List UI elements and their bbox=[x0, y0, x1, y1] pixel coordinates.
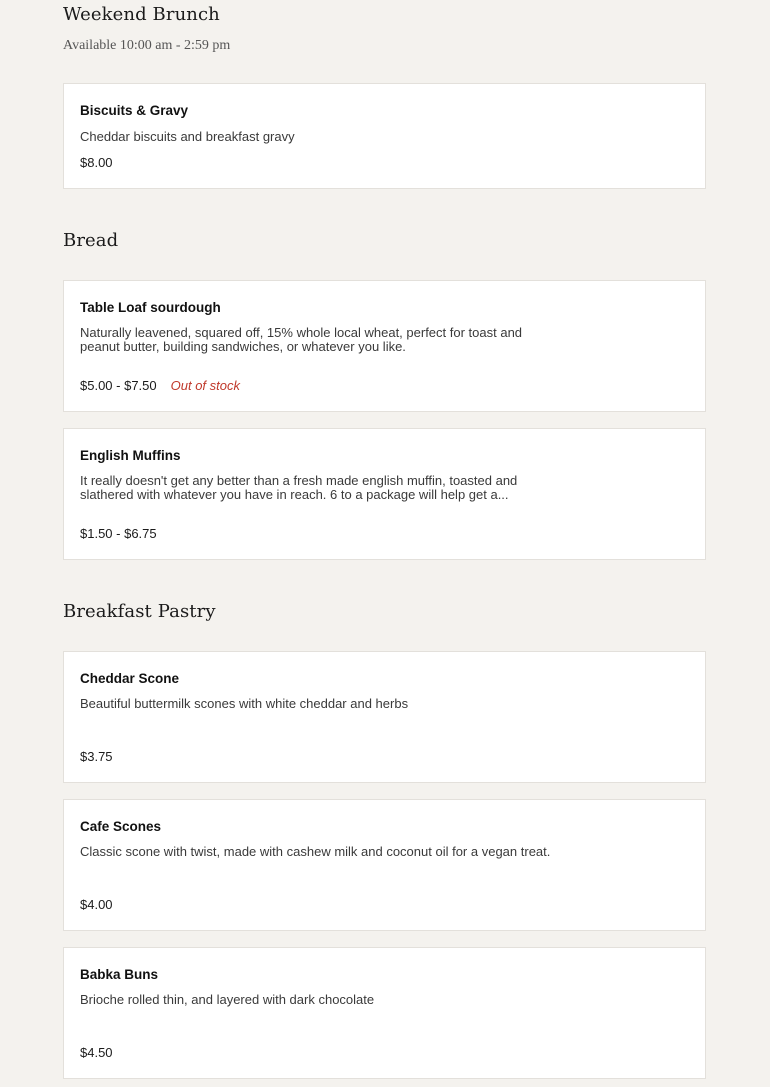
menu-item-description: Classic scone with twist, made with cashew milk and coconut oil for a vegan treat. bbox=[80, 844, 551, 859]
section-title-weekend-brunch: Weekend Brunch bbox=[63, 4, 220, 25]
menu-item-price-row bbox=[80, 898, 113, 911]
menu-item-name: English Muffins bbox=[80, 448, 181, 463]
menu-item-card-cafe-scones[interactable] bbox=[63, 799, 706, 931]
menu-item-description: Brioche rolled thin, and layered with dark chocolate bbox=[80, 992, 375, 1007]
menu-item-price-row bbox=[80, 379, 240, 392]
section-subtitle-availability: Available 10:00 am - 2:59 pm bbox=[63, 38, 231, 53]
menu-item-card-biscuits-gravy[interactable] bbox=[63, 83, 706, 189]
menu-item-price: $1.50 - $6.75 bbox=[80, 526, 157, 541]
menu-item-description: Naturally leavened, squared off, 15% whole local wheat, perfect for toast and peanut butter, building sandwiches, or whatever you like. bbox=[80, 325, 523, 354]
menu-item-price: $8.00 bbox=[80, 155, 113, 170]
menu-item-price-row bbox=[80, 156, 113, 169]
menu-item-card-babka-buns[interactable] bbox=[63, 947, 706, 1079]
menu-item-price: $4.50 bbox=[80, 1045, 113, 1060]
menu-item-price: $3.75 bbox=[80, 749, 113, 764]
section-title-bread: Bread bbox=[63, 230, 119, 251]
menu-item-description: Beautiful buttermilk scones with white cheddar and herbs bbox=[80, 696, 409, 711]
menu-item-description: Cheddar biscuits and breakfast gravy bbox=[80, 129, 295, 144]
menu-item-description: It really doesn't get any better than a fresh made english muffin, toasted and slathered with whatever you have in reach. 6 to a package will help get a... bbox=[80, 473, 518, 502]
menu-item-card-table-loaf[interactable] bbox=[63, 280, 706, 412]
menu-item-price: $5.00 - $7.50 bbox=[80, 378, 157, 393]
menu-item-card-cheddar-scone[interactable] bbox=[63, 651, 706, 783]
menu-item-name: Babka Buns bbox=[80, 967, 159, 982]
menu-item-price-row bbox=[80, 750, 113, 763]
section-title-breakfast-pastry: Breakfast Pastry bbox=[63, 601, 216, 622]
out-of-stock-badge: Out of stock bbox=[170, 378, 240, 393]
menu-item-name: Biscuits & Gravy bbox=[80, 103, 189, 118]
menu-item-price: $4.00 bbox=[80, 897, 113, 912]
menu-item-name: Cafe Scones bbox=[80, 819, 162, 834]
menu-item-price-row bbox=[80, 527, 157, 540]
menu-item-card-english-muffins[interactable] bbox=[63, 428, 706, 560]
menu-item-name: Cheddar Scone bbox=[80, 671, 180, 686]
menu-item-price-row bbox=[80, 1046, 113, 1059]
menu-item-name: Table Loaf sourdough bbox=[80, 300, 221, 315]
